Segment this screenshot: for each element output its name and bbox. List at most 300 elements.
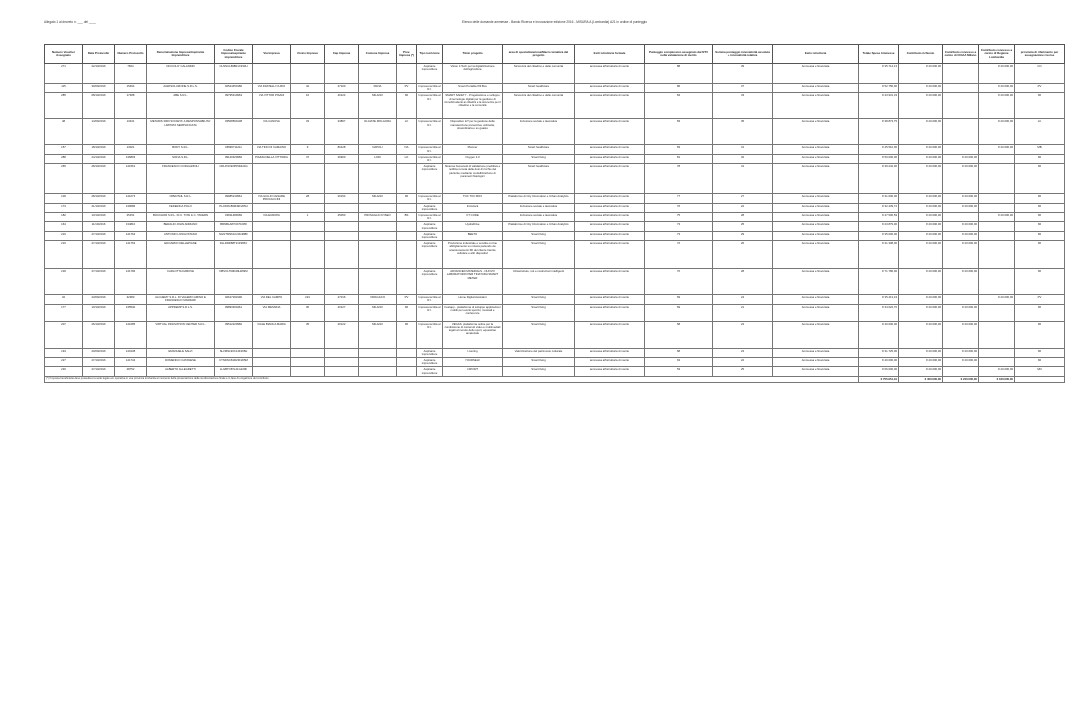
table-cell: Home Digital Assistant [443,295,503,304]
table-cell: VIA CANOVA [253,119,291,145]
table-cell: LODI [359,154,397,163]
table-cell: 09893300461 [215,304,253,321]
table-cell: VIALE BIANCA MARIA [253,321,291,348]
table-row [45,348,1065,357]
table-cell: SLVMNL90C14F205H [215,348,253,357]
table-cell [979,241,1015,269]
table-cell: € 47.506,59 [859,213,899,222]
table-cell: MI [397,304,417,321]
table-cell: 24 [713,295,773,304]
table-cell [325,358,359,367]
table-cell: € 20.000,00 [979,93,1015,119]
table-cell: EDOARDO DELLEPIANE [147,241,215,269]
table-cell [325,269,359,295]
table-cell: I-SPORT [443,367,503,376]
table-cell: 28 [291,194,325,203]
table-cell: € 20.000,00 [899,194,943,203]
table-cell: 17488 [115,93,147,119]
table-cell: 68 [645,348,713,357]
table-cell [979,154,1015,163]
table-cell: Aspirante imprenditore [417,269,443,295]
table-cell: 271 [45,64,83,84]
table-cell: 69 [645,295,713,304]
table-cell: ammessa all'istruttoria di merito [575,164,645,194]
table-cell [359,222,397,231]
table-cell: € 45.510,00 [859,145,899,154]
table-cell: LC [397,119,417,145]
table-cell [943,295,979,304]
table-cell: 20122 [325,321,359,348]
table-cell: CRLFNC90P05D424G [215,164,253,194]
table-cell: 15494 [115,84,147,93]
table-cell [253,203,291,212]
attachment-reference: Allegato 1 al decreto n. ___ del ____ [44,20,96,24]
column-header: Via Impresa [253,45,291,64]
table-cell: 288 [45,154,83,163]
table-cell: 76 [645,203,713,212]
table-cell: 77 [645,194,713,203]
table-cell: Aspirante imprenditore [417,367,443,376]
table-cell: SMART SAFETY - Progettazione e sviluppo di tecnologie digitali per la gestione di immobili attenti ai cittadini e la sicurezza per il cittadino e la comunità [443,93,503,119]
table-cell: 02524450180 [215,84,253,93]
table-cell: € 20.000,00 [899,93,943,119]
table-cell [291,222,325,231]
table-cell: VIA MESSINA [253,304,291,321]
table-cell: Ammessa e finanziata [773,84,859,93]
table-header-row [45,45,1065,64]
table-cell: MI [1015,213,1065,222]
table-cell: 33 [713,93,773,119]
column-header: Tipo iscrizione [417,45,443,64]
table-cell: 227 [45,358,83,367]
table-cell: VIA VITTOR PISANI [253,93,291,119]
table-row [45,295,1065,304]
table-cell: METARIS 3000 SOCIETA' A RESPONSABILITA' LIMITATA SEMPLIFICATA [147,119,215,145]
table-cell [325,164,359,194]
table-cell: TOC TOC BOX [443,194,503,203]
table-cell [325,241,359,269]
table-cell: 22/10/2016 [83,64,115,84]
table-cell: Aspirante imprenditore [417,358,443,367]
table-cell [397,231,417,240]
table-cell [253,367,291,376]
table-cell: € 20.000,00 [943,321,979,348]
table-cell: Infrastrutture, reti e costruzioni intelligenti [503,269,575,295]
table-cell: 25 [713,367,773,376]
table-cell: CLNNCL89B01C933H [215,64,253,84]
table-cell: Smart living [503,154,575,163]
table-cell [979,164,1015,194]
table-cell: ammessa all'istruttoria di merito [575,304,645,321]
table-cell: MI [1015,93,1065,119]
table-cell: 73 [645,231,713,240]
table-cell: Ammessa e finanziata [773,213,859,222]
column-header: Punteggio complessivo assegnato dal NTV nella valutazione di merito [645,45,713,64]
table-cell: 27/10/2016 [83,241,115,269]
table-cell [359,241,397,269]
table-cell: DOMENICO CATANESE [147,358,215,367]
table-cell [359,358,397,367]
table-cell: 194 [45,348,83,357]
table-cell: DBVCLT90D49H269M [215,269,253,295]
table-cell [291,203,325,212]
table-cell [979,321,1015,348]
table-cell: Ammessa e finanziata [773,367,859,376]
total-empty-cell [1015,376,1065,382]
table-cell: € 43.931,33 [859,93,899,119]
table-cell [291,348,325,357]
table-cell: NGNTMS61C20G388F [215,231,253,240]
table-cell: Impresa iscritta al R.I. [417,295,443,304]
table-cell: 141764 [115,231,147,240]
table-cell: 28 [713,269,773,295]
column-header: Prov. Impresa (*) [397,45,417,64]
table-cell: Oxygen 2.0 [443,154,503,163]
table-cell: 140138 [115,348,147,357]
table-cell: NAPOLI [359,145,397,154]
table-row [45,84,1065,93]
table-cell: 139086 [115,203,147,212]
table-cell: 27/10/2016 [83,367,115,376]
table-row [45,304,1065,321]
table-cell: ammessa all'istruttoria di merito [575,231,645,240]
table-cell: 86 [645,84,713,93]
table-cell: € 20.000,00 [943,348,979,357]
table-cell: € 20.000,00 [979,64,1015,84]
table-cell: VIA EUROPA [253,213,291,222]
table-cell: SOFIA S.R.L. [147,154,215,163]
table-cell: Smart living [503,304,575,321]
table-cell: Piattaforme di City Information e Urban Analytics [503,222,575,231]
table-cell: Vision 4 Tech per la digitalizzazione dell'agricoltura [443,64,503,84]
table-cell: BERALDI JOHN ADRIANO [147,222,215,231]
table-cell [291,241,325,269]
table-cell: 23 [713,348,773,357]
table-cell: 22 [713,203,773,212]
table-cell: 115 [45,84,83,93]
table-cell: 63 [645,358,713,367]
table-cell: ammessa all'istruttoria di merito [575,348,645,357]
table-cell: Smart living [503,367,575,376]
table-cell: MI [1015,304,1065,321]
table-cell: 78 [645,164,713,194]
table-cell: € 35.714,13 [859,64,899,84]
table-cell: LLGBTO87L21G220F [215,367,253,376]
table-cell: 53 [645,367,713,376]
table-cell: Aspirante imprenditore [417,241,443,269]
table-cell: MILANO [359,194,397,203]
table-cell: € 38.873,75 [859,119,899,145]
table-cell: Aspirante imprenditore [417,203,443,212]
footnote: (*) l'impresa beneficiaria deve possedere la sede legale e/o operativa in una provincia lombarda al momento della presentazione della rendicontazione finale e in fase di erogazione del contributo [45,376,859,382]
table-cell: AGRISOLUZIONE S.R.L.S. [147,84,215,93]
table-cell: 25151 [115,213,147,222]
table-cell: ABE S.R.L. [147,93,215,119]
table-cell: 13431 [115,119,147,145]
table-cell: MI [1015,231,1065,240]
table-cell: Smart healthcare [503,164,575,194]
table-cell: 83 [645,119,713,145]
table-row [45,154,1065,163]
table-cell [397,269,417,295]
table-cell: BS [397,213,417,222]
column-header: Civico Impresa [291,45,325,64]
table-cell: Smart living [503,321,575,348]
table-cell: Ammessa e finanziata [773,358,859,367]
table-cell: 06590711211 [215,145,253,154]
table-cell: Ammessa e finanziata [773,222,859,231]
table-cell: Ammessa e finanziata [773,203,859,212]
table-cell: CT CODE [443,213,503,222]
table-cell: 21 [713,304,773,321]
table-cell: 265 [45,164,83,194]
table-cell: Piattaforme di City Information e Urban Analytics [503,194,575,203]
column-header: Contributo concesso a carico di Regione Lombardia [979,45,1015,64]
table-cell [397,64,417,84]
table-cell [253,64,291,84]
table-cell: ammessa all'istruttoria di merito [575,93,645,119]
total-regione: € 160.000,00 [979,376,1015,382]
table-cell: Valorizzazione del patrimonio culturale [503,348,575,357]
table-cell: € 20.000,00 [899,145,943,154]
table-cell: € 20.000,00 [943,304,979,321]
table-cell: 173 [45,203,83,212]
table-cell [325,203,359,212]
column-header: Numero Voucher Assegnato [45,45,83,64]
table-cell: PV [397,84,417,93]
table-cell: ALCHEMY S.R.L. DI VALERIO AMINO E FRANCESCO MARZARI [147,295,215,304]
column-header: Totale Spese Ammesse [859,45,899,64]
table-cell: 42 [291,84,325,93]
table-cell: 141744 [115,358,147,367]
table-cell [253,231,291,240]
table-cell: 30/09/2016 [83,84,115,93]
table-cell: PLOFRC89M49F205H [215,203,253,212]
column-header: Data Protocollo [83,45,115,64]
table-cell: BRNBLA87C07F205I [215,222,253,231]
table-cell: € 20.000,00 [943,269,979,295]
table-cell: Smart living [503,358,575,367]
table-cell: 20154 [325,194,359,203]
table-cell [291,358,325,367]
table-cell [397,367,417,376]
table-cell: Ammessa e finanziata [773,93,859,119]
table-cell: € 32.439,72 [859,203,899,212]
table-cell: 32380 [115,295,147,304]
table-row [45,203,1065,212]
table-cell: 32 [45,295,83,304]
table-cell: Ammessa e finanziata [773,231,859,240]
table-cell [397,358,417,367]
table-row [45,231,1065,240]
table-cell: 27 [713,194,773,203]
table-cell: Impresa iscritta al R.I. [417,194,443,203]
table-cell: 73 [645,222,713,231]
table-cell: Ammessa e finanziata [773,64,859,84]
table-cell: € 20.000,00 [899,222,943,231]
table-cell: 164 [45,222,83,231]
table-cell [325,348,359,357]
table-cell: € 71.786,00 [859,269,899,295]
table-cell: 28 [713,213,773,222]
table-cell [359,269,397,295]
table-row [45,269,1065,295]
table-cell: 02617290190 [215,295,253,304]
table-cell: 13/10/2016 [83,213,115,222]
table-cell: MI [397,321,417,348]
table-row [45,222,1065,231]
table-cell: ammessa all'istruttoria di merito [575,358,645,367]
table-cell: 177 [45,304,83,321]
table-cell: € 40.000,00 [859,358,899,367]
table-cell [397,222,417,231]
table-cell: MI [1015,348,1065,357]
column-header: Titolo progetto [443,45,503,64]
table-cell: Ammessa e finanziata [773,119,859,145]
table-cell: Sistema humanoid di validazione predittiva e notifica remota delle dosi di ricchio del paziente mediante modellizzazione di parametri fisiologici [443,164,503,194]
table-cell: MI [1015,321,1065,348]
column-header: Somma punteggio innovatività assoluta + innovatività relativa [713,45,773,64]
column-header: Cap Impresa [325,45,359,64]
table-cell [291,367,325,376]
table-cell: 20124 [325,93,359,119]
table-cell [291,64,325,84]
table-row [45,145,1065,154]
table-cell: Aspirante imprenditore [417,222,443,231]
table-cell: ADVANCED MATERIALS - NUOVO LABORATORIO PER TINATURA SMART METER [443,269,503,295]
table-cell: 70 [645,269,713,295]
table-cell: Ammessa e finanziata [773,348,859,357]
table-cell: Ammessa e finanziata [773,269,859,295]
table-cell: 83 [645,145,713,154]
table-cell: € 20.000,00 [899,358,943,367]
table-cell: € 20.000,00 [899,119,943,145]
table-cell [359,367,397,376]
table-row [45,93,1065,119]
table-cell: Impresa iscritta al R.I. [417,213,443,222]
table-cell: € 34.022,70 [859,304,899,321]
table-cell: BOCCHOR S.R.L. DI C. TOSI & C. TAVERN [147,213,215,222]
table-cell: 88 [645,64,713,84]
table-cell: Planner [443,145,503,154]
table-cell: Smart Portable Pill Box [443,84,503,93]
table-row [45,241,1065,269]
column-header: Esito istruttoria [773,45,859,64]
table-cell: 03508590138 [215,119,253,145]
table-cell [359,231,397,240]
table-cell [253,222,291,231]
table-cell: € 20.000,00 [979,295,1015,304]
table-cell: € 31.725,00 [859,348,899,357]
table-row [45,164,1065,194]
table-cell: Produzione industriale e vendita on-line abbigliamento su misura partendo da scansionamenti 3D del cliente tramite cellulare e altri dispositivi [443,241,503,269]
table-cell: € 20.000,00 [979,367,1015,376]
table-cell: € 39.242,00 [859,164,899,194]
table-cell: PAVIA [359,84,397,93]
column-header: Contributo concesso a carico di CCIAA Milano [943,45,979,64]
table-cell: 141561 [115,164,147,194]
table-cell: 84 [645,93,713,119]
table-cell: 11/10/2016 [83,222,115,231]
table-cell: 31 [713,164,773,194]
table-cell: 25 [713,222,773,231]
table-cell: Impresa iscritta al R.I. [417,321,443,348]
table-cell: 26/10/2016 [83,321,115,348]
table-cell: MI [1015,241,1065,269]
table-cell: CTNDNC81R23F205M [215,358,253,367]
table-cell: PROVAGLIO D'ISEO [359,213,397,222]
table-footer-row [45,376,1065,382]
table-cell: ammessa all'istruttoria di merito [575,367,645,376]
table-cell: ammessa all'istruttoria di merito [575,295,645,304]
column-header: area di specializzazione/Macro tematica del progetto [503,45,575,64]
table-cell: MILANO [359,304,397,321]
table-cell: 24/10/2016 [83,154,115,163]
table-cell: € 20.000,00 [899,295,943,304]
page-header [44,20,980,30]
table-cell: Smart healthcare [503,145,575,154]
table-cell: MI [1015,269,1065,295]
table-cell: 80128 [325,145,359,154]
table-cell: 218 [45,269,83,295]
table-cell: Smart healthcare [503,84,575,93]
table-cell: Impresa iscritta al R.I. [417,93,443,119]
table-cell: € 52.756,00 [859,84,899,93]
table-cell: € 35.413,43 [859,295,899,304]
table-cell: FRANCESCO CORLIAZZOLI [147,164,215,194]
table-cell [979,348,1015,357]
table-cell: 33 [291,119,325,145]
table-cell [325,64,359,84]
document-title: Elenco delle domande ammesse - Bando Ricerca e Innovazione edizione 2016 - MISURA A (Lombardia) A21 in ordine di punteggio [462,20,647,24]
table-cell: Impresa iscritta al R.I. [417,84,443,93]
table-cell: Ammessa e finanziata [773,164,859,194]
table-cell: 141073 [115,194,147,203]
table-cell [253,164,291,194]
table-cell: € 20.000,00 [899,348,943,357]
table-cell: Ammessa e finanziata [773,145,859,154]
table-row [45,321,1065,348]
table-cell [325,231,359,240]
table-cell [291,164,325,194]
table-cell: 28/10/2016 [83,194,115,203]
table-cell [397,203,417,212]
table-cell: € 20.000,00 [943,222,979,231]
admitted-applications-table [44,44,1065,383]
table-cell [943,367,979,376]
table-cell: 216 [45,231,83,240]
table-cell: 32 [713,154,773,163]
table-cell: 09120320966 [215,154,253,163]
table-cell: VIRTUAL INNOVATION CENTER S.R.L. [147,321,215,348]
column-header: Codice Fiscale Impresa/aspirante imprenditore [215,45,253,64]
table-cell: HydraDrive [443,222,503,231]
table-cell: ammessa all'istruttoria di merito [575,194,645,203]
table-cell: 7664 [115,64,147,84]
table-cell: Ammessa e finanziata [773,241,859,269]
table-cell: 72 [645,241,713,269]
table-cell: € 20.000,00 [943,241,979,269]
table-cell: ammessa all'istruttoria di merito [575,213,645,222]
table-cell: Aspirante imprenditore [417,348,443,357]
table-cell: 141763 [115,241,147,269]
table-cell: 230 [45,367,83,376]
table-cell [325,367,359,376]
table-cell [943,64,979,84]
table-cell: PIAZZA DELLA VITTORIA [253,154,291,163]
table-cell: € 20.000,00 [899,203,943,212]
table-row [45,64,1065,84]
